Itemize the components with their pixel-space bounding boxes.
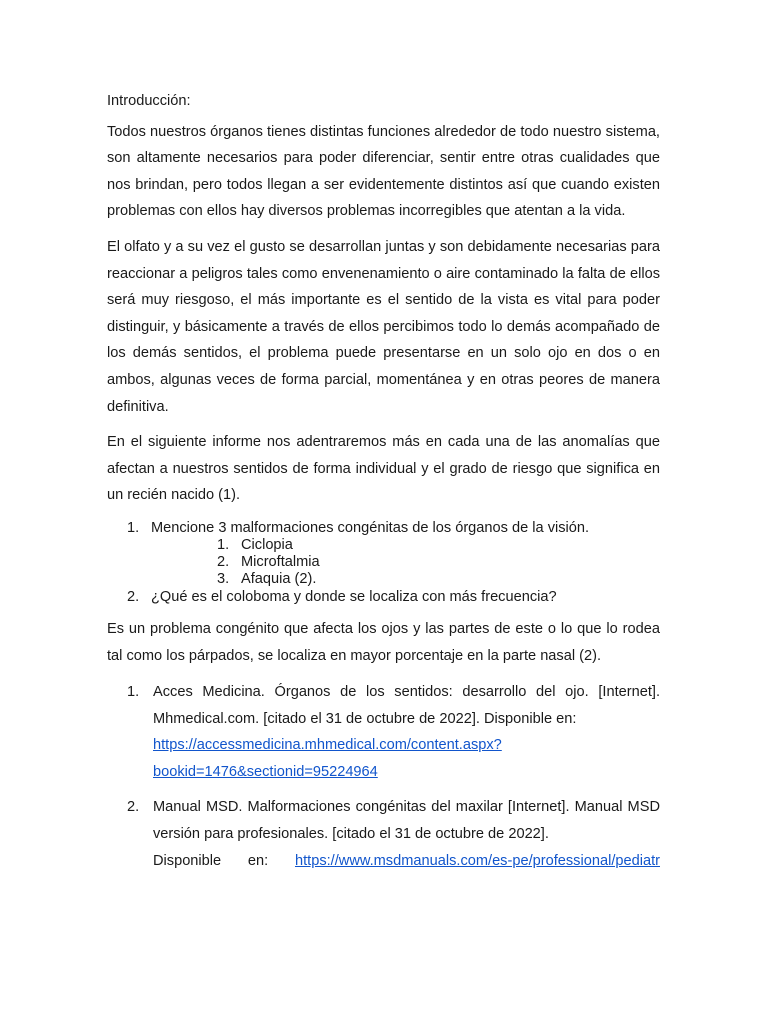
- reference-link[interactable]: [153, 732, 660, 785]
- malformation-list: [151, 537, 660, 588]
- list-item-number: 1.: [217, 536, 230, 553]
- list-item-text: Ciclopia: [241, 536, 293, 553]
- question-item-2: [107, 588, 660, 606]
- question-text: ¿Qué es el coloboma y donde se localiza con más frecuencia?: [151, 588, 557, 605]
- reference-text: Manual MSD. Malformaciones congénitas del maxilar [Internet]. Manual MSD versión para profesionales. [citado el 31 de octubre de 2022].: [153, 799, 660, 843]
- list-item-number: 2.: [217, 553, 230, 570]
- availability-en: en:: [247, 852, 269, 869]
- list-item-number: 3.: [217, 570, 230, 587]
- question-number: 2.: [127, 588, 140, 605]
- reference-text: Acces Medicina. Órganos de los sentidos: desarrollo del ojo. [Internet]. Mhmedical.com. [citado el 31 de octubre de 2022]. Disponible en:: [153, 684, 660, 727]
- reference-link-line: bookid=1476&sectionid=95224964: [153, 763, 378, 780]
- reference-item-1: [107, 679, 660, 785]
- intro-paragraph-2: El olfato y a su vez el gusto se desarrollan juntas y son debidamente necesarias para reaccionar a peligros tales como envenenamiento o aire contaminado la falta de ellos será muy riesgoso, el más importante es el sentido de la vista es vital para poder distinguir, y básicamente a través de ellos percibimos todo lo demás acompañado de los demás sentidos, el problema puede presentarse en un solo ojo en dos o en ambos, algunas veces de forma parcial, momentánea y en otras peores de manera definitiva.: [107, 238, 660, 415]
- availability-row: [153, 848, 660, 875]
- list-item: [151, 571, 660, 588]
- list-item: [151, 537, 660, 554]
- document-page: [107, 88, 660, 883]
- list-item: [151, 554, 660, 571]
- availability-label: Disponible: [153, 852, 222, 869]
- intro-paragraph-3: En el siguiente informe nos adentraremos más en cada una de las anomalías que afectan a nuestros sentidos de forma individual y el grado de riesgo que significa en un recién nacido (1).: [107, 434, 660, 504]
- section-heading: Introducción:: [107, 93, 191, 109]
- reference-number: 1.: [127, 684, 140, 701]
- reference-item-2: [107, 794, 660, 874]
- question-item-1: [107, 519, 660, 588]
- reference-link[interactable]: https://www.msdmanuals.com/es-pe/professional/pediatr: [294, 852, 660, 869]
- question-number: 1.: [127, 519, 140, 536]
- intro-paragraph-1: Todos nuestros órganos tienes distintas funciones alrededor de todo nuestro sistema, son altamente necesarios para poder diferenciar, sentir entre otras cualidades que nos brindan, pero todos llegan a ser evidentemente distintos así que cuando existen problemas con ellos hay diversos problemas incorregibles que atentan a la vida.: [107, 123, 660, 220]
- list-item-text: Microftalmia: [241, 553, 320, 570]
- reference-link-line: https://accessmedicina.mhmedical.com/content.aspx?: [153, 737, 502, 754]
- reference-number: 2.: [127, 799, 140, 816]
- list-item-text: Afaquia (2).: [241, 570, 317, 587]
- question-text: Mencione 3 malformaciones congénitas de los órganos de la visión.: [151, 519, 590, 536]
- answer-paragraph: Es un problema congénito que afecta los ojos y las partes de este o lo que lo rodea tal como los párpados, se localiza en mayor porcentaje en la parte nasal (2).: [107, 620, 660, 664]
- reference-list: [107, 679, 660, 874]
- question-list: [107, 519, 660, 606]
